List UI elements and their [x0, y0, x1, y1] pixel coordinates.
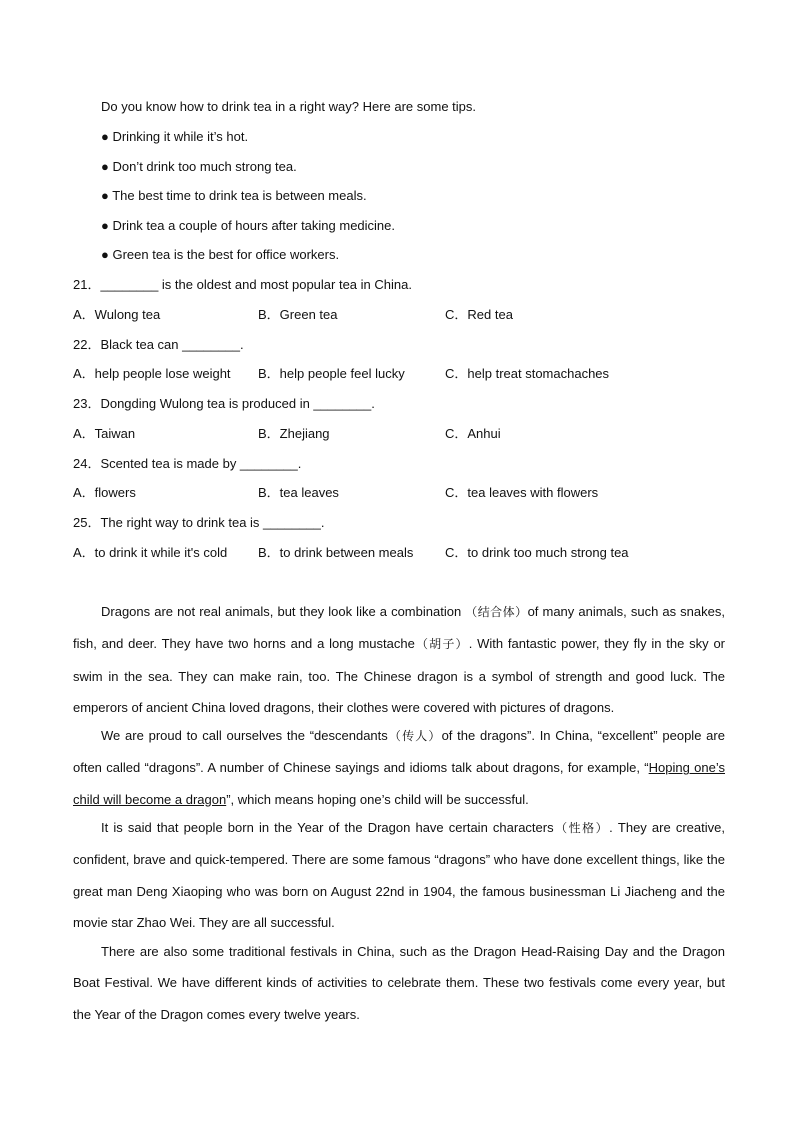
question-25-stem: 25．The right way to drink tea is ________. [73, 515, 325, 530]
question-22-option-c: C．help treat stomachaches [445, 366, 610, 381]
p2-underlined-saying: Hoping one’s child will become a dragon [73, 760, 725, 807]
p4-text: There are also some traditional festivals in China, such as the Dragon Head-Raising Day and the Dragon Boat Festival. We have different kinds of activities to celebrate them. These two festivals come every year, but the Year of the Dragon comes every twelve years. [73, 944, 725, 1022]
p2-gloss-descendants: （传人） [387, 729, 442, 743]
question-21-option-c: C．Red tea [445, 307, 513, 322]
passage-paragraph-1 [73, 596, 725, 723]
question-24-option-c: C．tea leaves with flowers [445, 485, 599, 500]
p2-text-a: We are proud to call ourselves the “descendants [101, 728, 388, 743]
question-22-option-b: B．help people feel lucky [258, 366, 405, 381]
question-24-option-b: B．tea leaves [258, 485, 339, 500]
tip-item: ● Don’t drink too much strong tea. [101, 159, 297, 174]
question-24-stem: 24．Scented tea is made by ________. [73, 456, 302, 471]
question-25-option-c: C．to drink too much strong tea [445, 545, 629, 560]
p1-text-b: of many animals, such as snakes, fish, and deer. They have two horns and a long mustache [73, 604, 725, 652]
question-21-stem: 21．________ is the oldest and most popular tea in China. [73, 277, 412, 292]
question-21-option-b: B．Green tea [258, 307, 338, 322]
tip-item: ● The best time to drink tea is between meals. [101, 188, 367, 203]
question-23-option-b: B．Zhejiang [258, 426, 330, 441]
tips-intro: Do you know how to drink tea in a right way? Here are some tips. [101, 99, 477, 114]
p1-text-a: Dragons are not real animals, but they look like a combination [101, 604, 466, 619]
p2-text-b: of the dragons”. In China, “excellent” people are often called “dragons”. A number of Chinese sayings and idioms talk about dragons, for example, “ [73, 728, 725, 776]
tip-item: ● Green tea is the best for office workers. [101, 247, 340, 262]
tip-item: ● Drink tea a couple of hours after taking medicine. [101, 218, 396, 233]
question-23-option-c: C．Anhui [445, 426, 501, 441]
passage-paragraph-3 [73, 812, 725, 938]
p1-gloss-combination: （结合体） [465, 605, 528, 619]
question-25-option-a: A．to drink it while it's cold [73, 545, 228, 560]
p1-gloss-mustache: （胡子） [414, 637, 469, 652]
passage-paragraph-2 [73, 720, 725, 815]
p2-text-c: ”, which means hoping one’s child will be successful. [226, 791, 529, 807]
p1-text-c: . With fantastic power, they fly in the sky or swim in the sea. They can make rain, too. The Chinese dragon is a symbol of strength and good luck. The emperors of ancient China loved dragons, their clothes were covered with pictures of dragons. [73, 636, 726, 715]
question-25-option-b: B．to drink between meals [258, 545, 414, 560]
tip-item: ● Drinking it while it’s hot. [101, 129, 249, 144]
question-24-option-a: A．flowers [73, 485, 136, 500]
question-23-stem: 23．Dongding Wulong tea is produced in ________. [73, 396, 375, 411]
p3-text-a: It is said that people born in the Year of the Dragon have certain characters [101, 820, 554, 835]
p3-text-b: . They are creative, confident, brave and quick-tempered. There are some famous “dragons” who have done excellent things, like the great man Deng Xiaoping who was born on August 22nd in 1904, the famous businessman Li Jiacheng and the movie star Zhao Wei. They are all successful. [73, 820, 725, 930]
p3-gloss-characters: （性格） [553, 821, 610, 835]
question-22-stem: 22．Black tea can ________. [73, 337, 244, 352]
question-21-option-a: A．Wulong tea [73, 307, 161, 322]
question-23-option-a: A．Taiwan [73, 426, 136, 441]
passage-paragraph-4 [73, 936, 725, 1030]
question-22-option-a: A．help people lose weight [73, 366, 231, 381]
